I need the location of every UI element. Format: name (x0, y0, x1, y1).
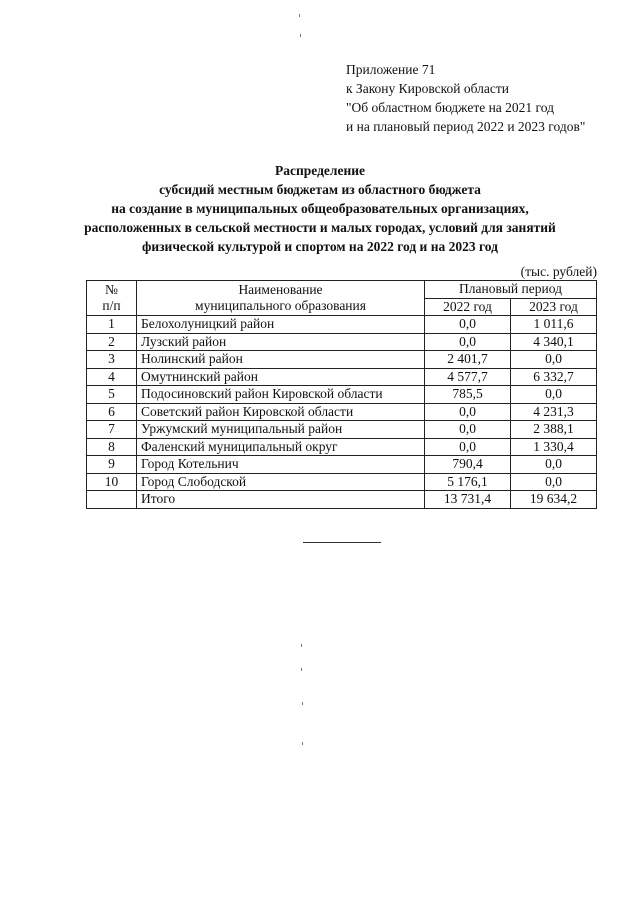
scan-speck (302, 702, 303, 705)
row-num: 5 (87, 386, 137, 404)
row-value-2022: 790,4 (425, 456, 511, 474)
row-num: 10 (87, 473, 137, 491)
row-value-2022: 4 577,7 (425, 368, 511, 386)
annex-line-2: к Закону Кировской области (346, 81, 510, 96)
total-value-2022: 13 731,4 (425, 491, 511, 509)
title-line-2: субсидий местным бюджетам из областного бюджета (159, 182, 481, 197)
row-num: 3 (87, 351, 137, 369)
row-name: Фаленский муниципальный округ (137, 438, 425, 456)
table-row (87, 333, 597, 351)
row-value-2023: 0,0 (511, 386, 597, 404)
title-line-1: Распределение (274, 163, 366, 178)
total-num (87, 491, 137, 509)
scan-speck (302, 742, 303, 745)
row-value-2023: 1 011,6 (511, 316, 597, 334)
header-num (87, 281, 137, 316)
row-value-2023: 0,0 (511, 351, 597, 369)
row-num: 6 (87, 403, 137, 421)
header-name-line-2: муниципального образования (195, 298, 366, 313)
row-value-2022: 5 176,1 (425, 473, 511, 491)
annex-line-3: "Об областном бюджете на 2021 год (346, 100, 554, 115)
scan-speck (300, 34, 301, 37)
header-period: Плановый период (425, 281, 597, 299)
title-line-3: на создание в муниципальных общеобразовательных организациях, (111, 201, 529, 216)
row-name: Город Котельнич (137, 456, 425, 474)
annex-line-4: и на плановый период 2022 и 2023 годов" (346, 119, 586, 134)
row-num: 9 (87, 456, 137, 474)
total-row (87, 491, 597, 509)
header-num-line-1: № (105, 282, 118, 297)
row-name: Уржумский муниципальный район (137, 421, 425, 439)
table-row (87, 473, 597, 491)
scan-speck (301, 644, 302, 647)
table-row (87, 368, 597, 386)
row-name: Советский район Кировской области (137, 403, 425, 421)
row-name: Город Слободской (137, 473, 425, 491)
subsidy-table (86, 280, 597, 509)
annex-reference (346, 60, 585, 136)
document-title (60, 161, 580, 256)
row-num: 4 (87, 368, 137, 386)
row-name: Белохолуницкий район (137, 316, 425, 334)
table-row (87, 386, 597, 404)
total-value-2023: 19 634,2 (511, 491, 597, 509)
table-body (87, 316, 597, 509)
table-row (87, 438, 597, 456)
row-value-2022: 785,5 (425, 386, 511, 404)
table-row (87, 403, 597, 421)
row-num: 7 (87, 421, 137, 439)
units-label: (тыс. рублей) (520, 264, 597, 279)
row-value-2022: 0,0 (425, 421, 511, 439)
row-name: Омутнинский район (137, 368, 425, 386)
row-value-2023: 6 332,7 (511, 368, 597, 386)
scan-speck (301, 668, 302, 671)
header-year-2022: 2022 год (425, 298, 511, 316)
row-value-2023: 0,0 (511, 456, 597, 474)
row-value-2023: 1 330,4 (511, 438, 597, 456)
table-row (87, 421, 597, 439)
row-name: Подосиновский район Кировской области (137, 386, 425, 404)
row-value-2022: 0,0 (425, 438, 511, 456)
row-value-2023: 4 231,3 (511, 403, 597, 421)
total-label: Итого (137, 491, 425, 509)
row-value-2022: 0,0 (425, 316, 511, 334)
title-line-4: расположенных в сельской местности и малых городах, условий для занятий (84, 220, 556, 235)
row-value-2023: 2 388,1 (511, 421, 597, 439)
table-row (87, 316, 597, 334)
title-line-5: физической культурой и спортом на 2022 год и на 2023 год (142, 239, 498, 254)
separator-line (303, 542, 381, 543)
table-row (87, 456, 597, 474)
header-name-line-1: Наименование (238, 282, 323, 297)
row-value-2022: 2 401,7 (425, 351, 511, 369)
row-value-2022: 0,0 (425, 333, 511, 351)
row-num: 8 (87, 438, 137, 456)
header-num-line-2: п/п (102, 298, 121, 313)
row-value-2022: 0,0 (425, 403, 511, 421)
row-num: 1 (87, 316, 137, 334)
row-name: Нолинский район (137, 351, 425, 369)
table-header-row (87, 281, 597, 299)
row-name: Лузский район (137, 333, 425, 351)
row-value-2023: 0,0 (511, 473, 597, 491)
header-year-2023: 2023 год (511, 298, 597, 316)
annex-line-1: Приложение 71 (346, 62, 436, 77)
scan-speck (299, 14, 300, 17)
row-num: 2 (87, 333, 137, 351)
table-row (87, 351, 597, 369)
header-name (137, 281, 425, 316)
row-value-2023: 4 340,1 (511, 333, 597, 351)
